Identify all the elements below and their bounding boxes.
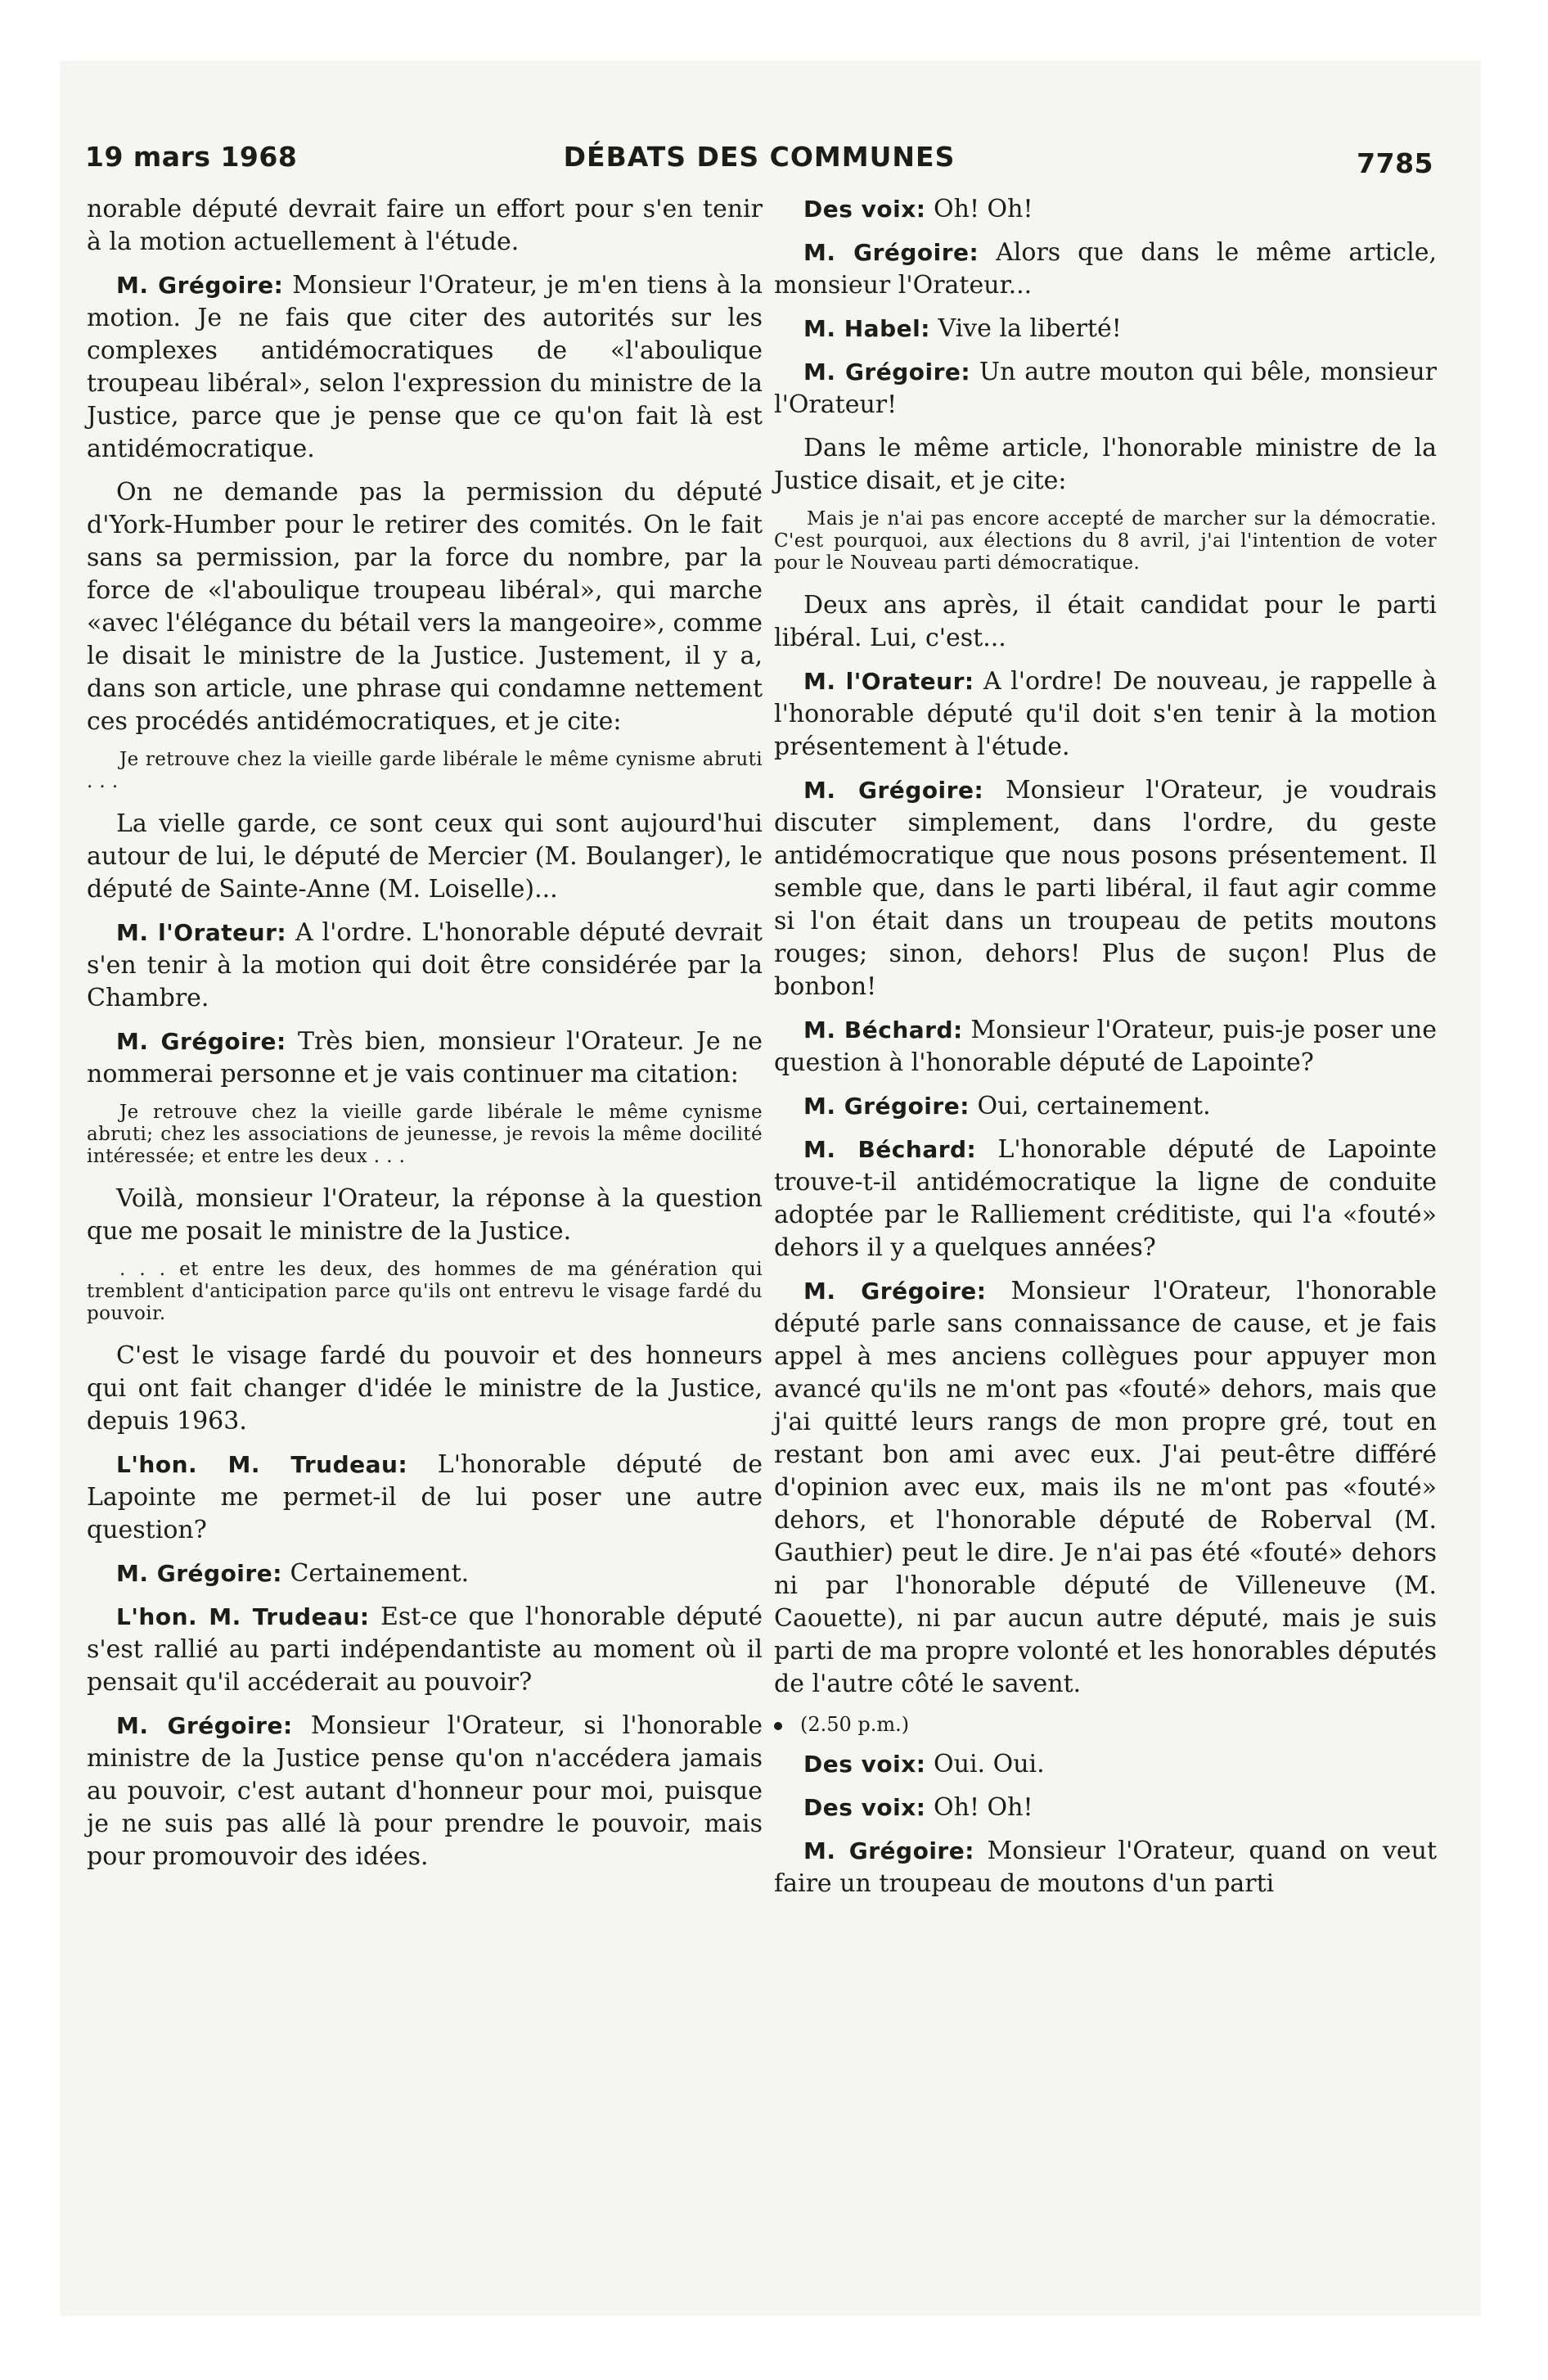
quotation: . . . et entre les deux, des hommes de ma génération qui tremblent d'anticipation parce qu'ils ont entrevu le visage fardé du pouvoir. — [87, 1259, 763, 1324]
speaker-name: M. Habel: — [803, 315, 930, 342]
paragraph — [774, 1014, 1437, 1080]
header-title: DÉBATS DES COMMUNES — [563, 141, 956, 173]
bullet-icon — [774, 1722, 782, 1730]
paragraph: Deux ans après, il était candidat pour le parti libéral. Lui, c'est... — [774, 591, 1437, 652]
paragraph — [774, 1835, 1437, 1900]
paragraph — [774, 665, 1437, 764]
speaker-name: M. l'Orateur: — [803, 668, 974, 695]
paragraph — [774, 193, 1437, 226]
speaker-name: M. Grégoire: — [803, 1837, 974, 1864]
speech-text: Oh! Oh! — [925, 1793, 1033, 1822]
paragraph — [774, 1134, 1437, 1264]
paragraph — [774, 1792, 1437, 1824]
speaker-name: Des voix: — [803, 196, 926, 223]
paragraph — [774, 237, 1437, 302]
speaker-name: M. Grégoire: — [116, 1712, 293, 1739]
paragraph — [87, 1557, 763, 1590]
paragraph — [87, 1449, 763, 1547]
speaker-name: M. Grégoire: — [803, 239, 979, 266]
paragraph — [87, 1025, 763, 1091]
speech-text: Monsieur l'Orateur, l'honorable député parle sans connaissance de cause, et je fais appel à mes anciens collègues pour appuyer mon avancé qu'ils ne m'ont pas «fouté» dehors, mais que j'ai quitté leurs rangs de mon propre gré, tout en restant bon ami avec eux. J'ai peut-être différé d'opinion avec eux, mais ils ne m'ont pas «fouté» dehors, et l'honorable député de Roberval (M. Gauthier) peut le dire. Je n'ai pas été «fouté» dehors ni par l'honorable député de Villeneuve (M. Caouette), ni par aucun autre député, mais je suis parti de ma propre volonté et les honorables députés de l'autre côté le savent. — [774, 1277, 1437, 1698]
speaker-name: L'hon. M. Trudeau: — [116, 1451, 408, 1478]
speech-text: Monsieur l'Orateur, je voudrais discuter simplement, dans l'ordre, du geste antidémocratique que nous posons présentement. Il semble que, dans le parti libéral, il faut agir comme si l'on était dans un troupeau de petits moutons rouges; sinon, dehors! Plus de suçon! Plus de bonbon! — [774, 776, 1437, 1001]
speaker-name: M. Grégoire: — [803, 1278, 987, 1305]
quotation: Je retrouve chez la vieille garde libérale le même cynisme abruti; chez les associations de jeunesse, je revois la même docilité intéressée; et entre les deux . . . — [87, 1102, 763, 1167]
quotation: Mais je n'ai pas encore accepté de marcher sur la démocratie. C'est pourquoi, aux élections du 8 avril, j'ai l'intention de voter pour le Nouveau parti démocratique. — [774, 508, 1437, 574]
speech-text: L'honorable député de Lapointe trouve-t-il antidémocratique la ligne de conduite adoptée par le Ralliement créditiste, qui l'a «fouté» dehors il y a quelques années? — [774, 1135, 1437, 1262]
paragraph: Voilà, monsieur l'Orateur, la réponse à la question que me posait le ministre de la Justice. — [87, 1184, 763, 1246]
paragraph: Dans le même article, l'honorable ministre de la Justice disait, et je cite: — [774, 434, 1437, 495]
speech-text: Oh! Oh! — [925, 195, 1033, 223]
paragraph: C'est le visage fardé du pouvoir et des honneurs qui ont fait changer d'idée le ministre de la Justice, depuis 1963. — [87, 1341, 763, 1436]
speaker-name: Des voix: — [803, 1751, 926, 1778]
speaker-name: M. Grégoire: — [116, 272, 284, 299]
paragraph — [87, 917, 763, 1015]
paragraph — [774, 1275, 1437, 1701]
speech-text: Alors que dans le même article, monsieur l'Orateur... — [774, 238, 1437, 300]
speech-text: Certainement. — [281, 1559, 470, 1588]
speech-text: A l'ordre! De nouveau, je rappelle à l'honorable député qu'il doit s'en tenir à la motion présentement à l'étude. — [774, 667, 1437, 761]
speaker-name: M. Béchard: — [803, 1136, 977, 1163]
speech-text: Vive la liberté! — [929, 314, 1122, 343]
speech-text: Monsieur l'Orateur, puis-je poser une question à l'honorable député de Lapointe? — [774, 1016, 1437, 1077]
paragraph — [774, 356, 1437, 421]
paragraph: norable député devrait faire un effort pour s'en tenir à la motion actuellement à l'étude. — [87, 195, 763, 256]
speaker-name: M. Grégoire: — [116, 1028, 286, 1055]
paragraph — [774, 774, 1437, 1003]
paragraph — [87, 1601, 763, 1699]
speaker-name: M. Grégoire: — [803, 777, 984, 804]
paragraph: On ne demande pas la permission du député d'York-Humber pour le retirer des comités. On le fait sans sa permission, par la force du nombre, par la force de «l'aboulique troupeau libéral», qui marche «avec l'élégance du bétail vers la mangeoire», comme le disait le ministre de la Justice. Justement, il y a, dans son article, une phrase qui condamne nettement ces procédés antidémocratiques, et je cite: — [87, 478, 763, 736]
paragraph — [87, 269, 763, 466]
speech-text: Très bien, monsieur l'Orateur. Je ne nommerai personne et je vais continuer ma citation: — [87, 1027, 763, 1089]
speech-text: Oui. Oui. — [925, 1750, 1045, 1778]
left-column — [87, 193, 763, 1884]
speaker-name: M. Grégoire: — [803, 358, 971, 385]
paragraph — [774, 1090, 1437, 1123]
speech-text: Est-ce que l'honorable député s'est rallié au parti indépendantiste au moment où il pensait qu'il accéderait au pouvoir? — [87, 1602, 763, 1697]
page-header — [85, 141, 1433, 180]
speaker-name: M. Béchard: — [803, 1016, 963, 1044]
speech-text: Monsieur l'Orateur, quand on veut faire un troupeau de moutons d'un parti — [774, 1837, 1438, 1898]
paragraph — [774, 1748, 1437, 1781]
speaker-name: L'hon. M. Trudeau: — [116, 1603, 370, 1630]
quotation: Je retrouve chez la vieille garde libérale le même cynisme abruti . . . — [87, 749, 763, 792]
speech-text: L'honorable député de Lapointe me permet-il de lui poser une autre question? — [87, 1450, 763, 1544]
paragraph — [774, 313, 1437, 345]
speaker-name: M. l'Orateur: — [116, 919, 287, 946]
speech-text: Un autre mouton qui bêle, monsieur l'Orateur! — [774, 358, 1437, 419]
time-marker — [774, 1711, 1437, 1738]
speaker-name: M. Grégoire: — [116, 1560, 282, 1587]
speech-text: Monsieur l'Orateur, je m'en tiens à la motion. Je ne fais que citer des autorités sur les complexes antidémocratiques de «l'aboulique troupeau libéral», selon l'expression du ministre de la Justice, parce que je pense que ce qu'on fait là est antidémocratique. — [87, 271, 763, 463]
header-page-number: 7785 — [1357, 147, 1433, 179]
speech-text: Oui, certainement. — [969, 1092, 1211, 1120]
speech-text: A l'ordre. L'honorable député devrait s'en tenir à la motion qui doit être considérée par la Chambre. — [87, 918, 763, 1012]
speech-text: Monsieur l'Orateur, si l'honorable ministre de la Justice pense qu'on n'accédera jamais au pouvoir, c'est autant d'honneur pour moi, puisque je ne suis pas allé là pour prendre le pouvoir, mais pour promouvoir des idées. — [87, 1711, 763, 1871]
header-date: 19 mars 1968 — [85, 141, 298, 173]
speaker-name: Des voix: — [803, 1794, 926, 1821]
paragraph: La vielle garde, ce sont ceux qui sont aujourd'hui autour de lui, le député de Mercier (M. Boulanger), le député de Sainte-Anne (M. Loiselle)... — [87, 809, 763, 904]
time-text: (2.50 p.m.) — [800, 1713, 910, 1736]
paragraph — [87, 1710, 763, 1873]
speaker-name: M. Grégoire: — [803, 1093, 970, 1120]
right-column — [774, 193, 1437, 1911]
